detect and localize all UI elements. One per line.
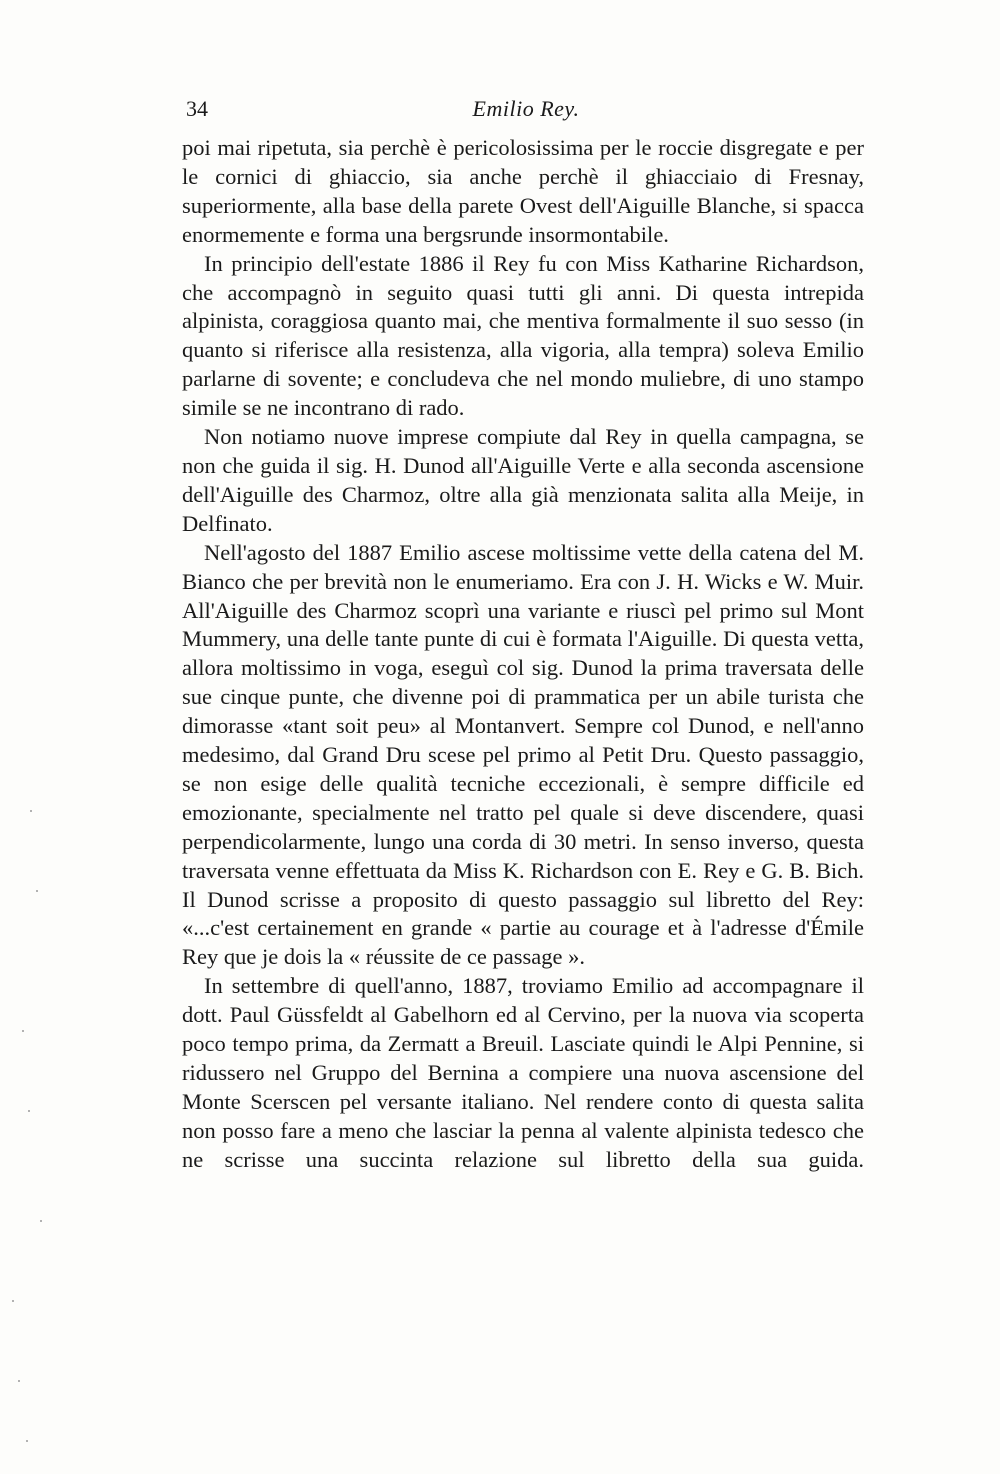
scan-speck: [12, 1300, 14, 1302]
page-number: 34: [186, 96, 208, 121]
scan-speck: [30, 810, 32, 812]
page-body: [182, 134, 864, 1175]
scan-speck: [22, 1030, 24, 1032]
scan-speck: [26, 1440, 28, 1442]
paragraph: In settembre di quell'anno, 1887, troviamo Emilio ad accompagnare il dott. Paul Güssfeldt al Gabelhorn ed al Cervino, per la nuova via scoperta poco tempo prima, da Zermatt a Breuil. Lasciate quindi le Alpi Pennine, si ridussero nel Gruppo del Bernina a compiere una nuova ascensione del Monte Scerscen pel versante italiano. Nel rendere conto di questa salita non posso fare a meno che lasciar la penna al valente alpinista tedesco che ne scrisse una succinta relazione sul libretto della sua guida.: [182, 973, 864, 1172]
page-header: [186, 96, 866, 128]
scan-speck: [18, 1380, 20, 1382]
running-title: Emilio Rey.: [472, 96, 580, 121]
scan-speck: [36, 890, 38, 892]
scan-speck: [40, 1220, 42, 1222]
scan-speck: [28, 1110, 30, 1112]
paragraph: Nell'agosto del 1887 Emilio ascese moltissime vette della catena del M. Bianco che per brevità non le enumeriamo. Era con J. H. Wicks e W. Muir. All'Aiguille des Charmoz scoprì una variante e riuscì pel primo sul Mont Mummery, una delle tante punte di cui è formata l'Aiguille. Di questa vetta, allora moltissimo in voga, eseguì col sig. Dunod la prima traversata delle sue cinque punte, che divenne poi di prammatica per un abile turista che dimorasse «tant soit peu» al Montanvert. Sempre col Dunod, e nell'anno medesimo, dal Grand Dru scese pel primo al Petit Dru. Questo passaggio, se non esige delle qualità tecniche eccezionali, è sempre difficile ed emozionante, specialmente nel tratto pel quale si deve discendere, quasi perpendicolarmente, lungo una corda di 30 metri. In senso inverso, questa traversata venne effettuata da Miss K. Richardson con E. Rey e G. B. Bich. Il Dunod scrisse a proposito di questo passaggio sul libretto del Rey: «...c'est certainement en grande « partie au courage et à l'adresse d'Émile Rey que je dois la « réussite de ce passage ».: [182, 539, 864, 970]
paragraph: In principio dell'estate 1886 il Rey fu con Miss Katharine Richardson, che accompagnò in seguito quasi tutti gli anni. Di questa intrepida alpinista, coraggiosa quanto mai, che mentiva formalmente il suo sesso (in quanto si riferisce alla resistenza, alla vigoria, alla tempra) soleva Emilio parlarne di sovente; e concludeva che nel mondo muliebre, di uno stampo simile se ne incontrano di rado.: [182, 250, 864, 421]
paragraph: Non notiamo nuove imprese compiute dal Rey in quella campagna, se non che guida il sig. H. Dunod all'Aiguille Verte e alla seconda ascensione dell'Aiguille des Charmoz, oltre alla già menzionata salita alla Meije, in Delfinato.: [182, 424, 864, 536]
scan-margin-specks: [0, 780, 60, 1470]
paragraph-continued: poi mai ripetuta, sia perchè è pericolosissima per le roccie disgregate e per le cornici di ghiaccio, sia anche perchè il ghiacciaio di Fresnay, superiormente, alla base della parete Ovest dell'Aiguille Blanche, si spacca enormemente e forma una bergsrunde insormontabile.: [182, 135, 864, 247]
